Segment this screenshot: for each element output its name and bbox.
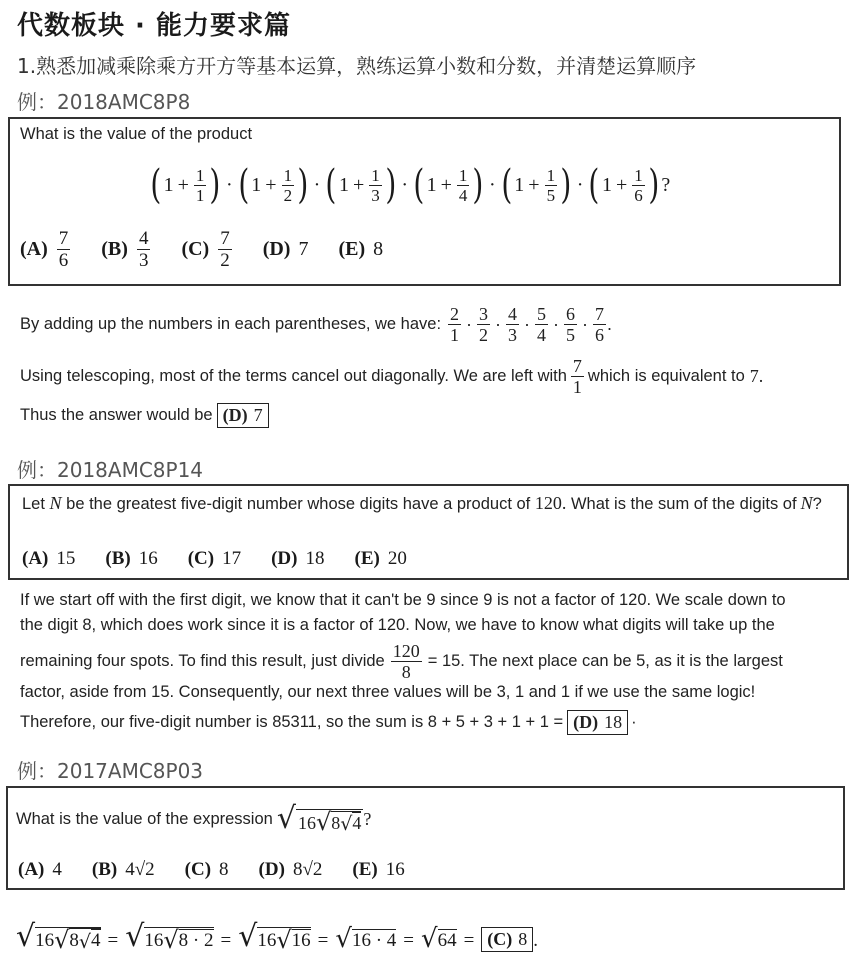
radicand: 16 √ 8 √ 4 bbox=[297, 808, 362, 836]
choice-option[interactable] bbox=[352, 859, 404, 881]
solution-line: the digit 8, which does work since it is a factor of 120. Now, we have to know what digits will take up the bbox=[20, 616, 775, 634]
product-factor bbox=[499, 162, 574, 208]
question-part: of bbox=[782, 495, 797, 513]
choice-option[interactable] bbox=[105, 548, 157, 570]
page-title: 代数板块 · 能力要求篇 bbox=[17, 11, 291, 41]
paren: ) bbox=[209, 162, 221, 208]
choice-value: 15 bbox=[56, 548, 76, 569]
numerator: 1 bbox=[283, 165, 293, 185]
solution-line bbox=[20, 352, 763, 400]
solution-line: factor, aside from 15. Consequently, our next three values will be 3, 1 and 1 if we use the same logic! bbox=[20, 683, 756, 701]
choice-value: 16 bbox=[385, 859, 405, 880]
solution-text: By adding up the numbers in each parentheses, we have: bbox=[20, 314, 442, 333]
solution-text: which is equivalent to bbox=[587, 366, 745, 385]
fraction bbox=[593, 305, 606, 344]
solution-line bbox=[20, 706, 637, 738]
product-factor bbox=[323, 162, 398, 208]
whole-part: 1 bbox=[338, 173, 349, 196]
fraction bbox=[457, 167, 470, 204]
plus-sign: + bbox=[440, 173, 452, 196]
paren: ) bbox=[297, 162, 309, 208]
answer-box bbox=[481, 927, 533, 952]
product-factor bbox=[586, 162, 661, 208]
question-part: Let bbox=[22, 495, 45, 513]
choice-option[interactable] bbox=[259, 859, 323, 881]
fraction bbox=[137, 229, 151, 270]
choice-option[interactable] bbox=[188, 548, 241, 570]
example-label: 例：2018AMC8P14 bbox=[17, 458, 204, 482]
numerator: 4 bbox=[508, 303, 518, 324]
whole-part: 1 bbox=[251, 173, 262, 196]
denominator: 2 bbox=[479, 324, 489, 345]
answer-letter: (C) bbox=[487, 929, 513, 949]
choice-letter: (E) bbox=[338, 237, 366, 260]
denominator: 3 bbox=[371, 185, 380, 205]
product-factor bbox=[411, 162, 486, 208]
denominator: 1 bbox=[572, 376, 582, 397]
solution-line bbox=[20, 399, 269, 431]
denominator: 1 bbox=[450, 324, 460, 345]
fraction bbox=[632, 167, 645, 204]
fraction bbox=[57, 229, 71, 270]
choice-value: 7 bbox=[298, 237, 309, 260]
numerator: 7 bbox=[58, 227, 69, 249]
paren: ) bbox=[648, 162, 660, 208]
equals-sign: = bbox=[463, 930, 475, 951]
requirement-text: 1.熟悉加减乘除乘方开方等基本运算，熟练运算小数和分数，并清楚运算顺序 bbox=[17, 54, 697, 78]
choice-letter: (A) bbox=[20, 237, 48, 260]
choice-value: 4 bbox=[52, 859, 62, 880]
solution-text: Thus the answer would be bbox=[20, 405, 213, 424]
variable: N bbox=[49, 493, 62, 513]
question-part: be the greatest five-digit number whose digits have a product of bbox=[66, 495, 531, 513]
whole-part: 1 bbox=[426, 173, 437, 196]
paren: ( bbox=[501, 162, 512, 208]
numerator: 6 bbox=[566, 303, 576, 324]
radical-term: √ 16 √ 8 · 2 bbox=[125, 919, 214, 954]
denominator: 1 bbox=[195, 185, 205, 205]
numerator: 5 bbox=[537, 303, 547, 324]
period: . bbox=[607, 313, 613, 334]
choice-option[interactable] bbox=[18, 859, 62, 881]
numerator: 4 bbox=[138, 227, 149, 249]
choice-option[interactable] bbox=[20, 229, 71, 270]
numerator: 7 bbox=[572, 355, 582, 376]
choice-value: 18 bbox=[305, 548, 325, 569]
question-text: What is the value of the product bbox=[20, 125, 253, 143]
solution-line: If we start off with the first digit, we know that it can't be 9 since 9 is not a factor of 120. We scale down to bbox=[20, 591, 786, 609]
solution-line bbox=[20, 636, 783, 686]
choice-option[interactable] bbox=[101, 229, 151, 270]
choice-letter: (D) bbox=[271, 548, 298, 569]
paren: ) bbox=[472, 162, 484, 208]
choice-value: 8 bbox=[373, 237, 384, 260]
denominator: 5 bbox=[566, 324, 576, 345]
nested-radical bbox=[276, 801, 364, 836]
choice-option[interactable] bbox=[263, 238, 309, 261]
equals-sign: = bbox=[220, 930, 232, 951]
paren: ( bbox=[238, 162, 249, 208]
dot-operator: · bbox=[226, 173, 233, 196]
choice-option[interactable] bbox=[338, 238, 383, 261]
equals-sign: = bbox=[317, 930, 329, 951]
problem-box bbox=[6, 786, 845, 890]
answer-value: 7 bbox=[253, 404, 263, 425]
paren: ( bbox=[150, 162, 162, 208]
solution-text: = 15. The next place can be 5, as it is the largest bbox=[427, 651, 783, 670]
numerator: 1 bbox=[371, 165, 380, 185]
radical-term: √ 64 bbox=[420, 924, 457, 954]
answer-choices bbox=[18, 856, 435, 884]
plus-sign: + bbox=[265, 173, 277, 196]
choice-letter: (E) bbox=[352, 859, 378, 880]
choice-letter: (E) bbox=[354, 548, 380, 569]
denominator: 6 bbox=[58, 249, 69, 271]
choice-letter: (D) bbox=[262, 237, 291, 260]
paren: ( bbox=[588, 162, 600, 208]
variable: N bbox=[800, 493, 813, 513]
denominator: 4 bbox=[537, 324, 547, 345]
fraction bbox=[535, 305, 548, 344]
radical-sign: √ bbox=[276, 801, 296, 836]
solution-text: Using telescoping, most of the terms cancel out diagonally. We are left with bbox=[20, 366, 567, 385]
choice-letter: (C) bbox=[184, 859, 212, 880]
question-part: What is the value of the expression bbox=[16, 809, 273, 828]
whole-part: 1 bbox=[601, 173, 612, 196]
example-label: 例：2018AMC8P8 bbox=[17, 90, 191, 114]
dot-operator: · bbox=[576, 173, 584, 196]
value: 7. bbox=[749, 365, 764, 386]
denominator: 4 bbox=[458, 185, 468, 205]
numerator: 1 bbox=[458, 165, 468, 185]
denominator: 2 bbox=[283, 185, 293, 205]
fraction bbox=[282, 167, 295, 204]
choice-option[interactable] bbox=[181, 229, 232, 270]
denominator: 5 bbox=[546, 185, 556, 205]
fraction bbox=[448, 305, 461, 344]
fraction bbox=[391, 642, 422, 681]
numerator: 7 bbox=[595, 303, 605, 324]
question-part: ? bbox=[812, 495, 822, 513]
problem-box bbox=[8, 117, 841, 286]
dot-operator: · bbox=[495, 313, 502, 334]
product-factor bbox=[236, 162, 311, 208]
denominator: 6 bbox=[634, 185, 643, 205]
choice-letter: (C) bbox=[181, 237, 210, 260]
choice-letter: (A) bbox=[18, 859, 45, 880]
answer-letter: (D) bbox=[573, 711, 599, 732]
choice-letter: (A) bbox=[22, 548, 49, 569]
question-part: What is the sum of the digits bbox=[570, 495, 779, 513]
denominator: 6 bbox=[595, 324, 605, 345]
equals-sign: = bbox=[107, 930, 119, 951]
choice-option[interactable] bbox=[355, 548, 407, 570]
numerator: 120 bbox=[392, 640, 420, 661]
choice-option[interactable] bbox=[185, 859, 229, 881]
choice-letter: (B) bbox=[101, 237, 128, 260]
question-text bbox=[16, 798, 371, 840]
fraction bbox=[369, 167, 382, 204]
numerator: 3 bbox=[479, 303, 489, 324]
question-mark: ? bbox=[661, 173, 671, 196]
plus-sign: + bbox=[615, 173, 628, 196]
numerator: 7 bbox=[220, 227, 230, 249]
paren: ) bbox=[560, 162, 572, 208]
solution-line bbox=[20, 300, 612, 348]
whole-part: 1 bbox=[163, 173, 174, 196]
fraction bbox=[477, 305, 490, 344]
choice-value: 8 bbox=[219, 859, 229, 880]
fraction bbox=[506, 305, 519, 344]
denominator: 8 bbox=[401, 661, 411, 682]
answer-letter: (D) bbox=[222, 404, 248, 425]
answer-box bbox=[217, 403, 269, 428]
equals-sign: = bbox=[403, 930, 414, 951]
radical-term: √ 16 √ 8 √ 4 bbox=[16, 919, 101, 954]
choice-value: 17 bbox=[222, 548, 242, 569]
fraction-sequence bbox=[447, 305, 612, 344]
numerator: 1 bbox=[634, 165, 643, 185]
answer-value: 8 bbox=[518, 929, 528, 949]
radical-term: √ 16 · 4 bbox=[335, 924, 397, 954]
dot-operator: · bbox=[489, 173, 496, 196]
plus-sign: + bbox=[528, 173, 540, 196]
choice-option[interactable] bbox=[271, 548, 324, 570]
answer-choices bbox=[22, 544, 437, 574]
solution-equation: √ 16 √ 8 √ 4 = √ 16 √ 8 · 2 = √ 16 √ 16 = √ 16 · 4 = √ 64 = (C) 8 . bbox=[16, 919, 539, 954]
plus-sign: + bbox=[352, 173, 365, 196]
answer-value: 18 bbox=[604, 711, 623, 732]
dot-operator: · bbox=[401, 173, 409, 196]
trailing-mark: · bbox=[631, 712, 637, 731]
solution-text: Therefore, our five-digit number is 85311, so the sum is 8 + 5 + 3 + 1 + 1 = bbox=[20, 712, 564, 731]
example-label: 例：2017AMC8P03 bbox=[17, 759, 204, 783]
denominator: 3 bbox=[138, 249, 149, 271]
numerator: 1 bbox=[195, 165, 205, 185]
numerator: 2 bbox=[450, 303, 460, 324]
fraction bbox=[571, 357, 584, 396]
choice-value: 20 bbox=[387, 548, 407, 569]
answer-box bbox=[567, 710, 628, 735]
question-part: ? bbox=[363, 808, 372, 829]
dot-operator: · bbox=[553, 313, 560, 334]
denominator: 2 bbox=[220, 249, 230, 271]
numerator: 1 bbox=[546, 165, 556, 185]
problem-box bbox=[8, 484, 849, 580]
denominator: 3 bbox=[508, 324, 518, 345]
paren: ) bbox=[385, 162, 397, 208]
number: 120. bbox=[534, 493, 567, 513]
plus-sign: + bbox=[177, 173, 189, 196]
choice-value: 4√2 bbox=[125, 859, 155, 880]
paren: ( bbox=[413, 162, 425, 208]
product-factor bbox=[148, 162, 223, 208]
radical-term: √ 16 √ 16 bbox=[238, 919, 311, 954]
solution-text: remaining four spots. To find this result, just divide bbox=[20, 651, 385, 670]
choice-option[interactable] bbox=[22, 548, 75, 570]
product-expression bbox=[148, 157, 670, 213]
paren: ( bbox=[325, 162, 337, 208]
dot-operator: · bbox=[466, 313, 473, 334]
dot-operator: · bbox=[524, 313, 531, 334]
choice-value: 8√2 bbox=[292, 859, 323, 880]
choice-letter: (D) bbox=[258, 859, 285, 880]
fraction bbox=[218, 229, 232, 270]
answer-choices bbox=[20, 221, 413, 277]
fraction bbox=[564, 305, 577, 344]
choice-value: 16 bbox=[138, 548, 158, 569]
choice-letter: (C) bbox=[187, 548, 215, 569]
dot-operator: · bbox=[313, 173, 321, 196]
dot-operator: · bbox=[582, 313, 589, 334]
question-text bbox=[22, 491, 832, 517]
choice-letter: (B) bbox=[105, 548, 131, 569]
whole-part: 1 bbox=[514, 173, 525, 196]
fraction bbox=[545, 167, 558, 204]
choice-option[interactable] bbox=[92, 859, 155, 881]
choice-letter: (B) bbox=[91, 859, 118, 880]
fraction bbox=[194, 167, 207, 204]
